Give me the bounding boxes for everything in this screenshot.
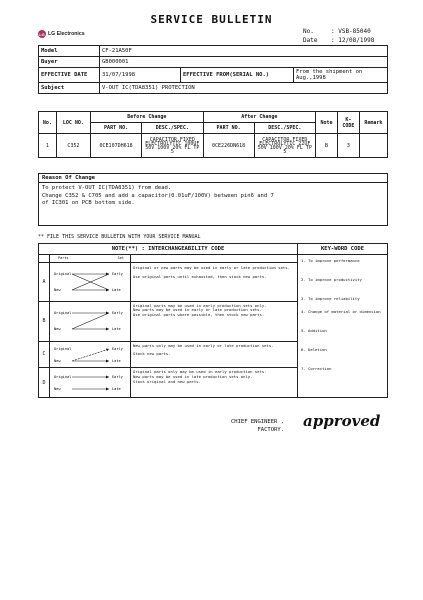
row-loc: C352 (56, 134, 90, 158)
approved-signature: approved (303, 412, 381, 430)
svg-text:Early: Early (112, 346, 123, 351)
diagram-d (50, 368, 131, 398)
col-after: After Change (203, 112, 316, 123)
keyword-item: 1. To improve performance (301, 258, 360, 263)
parts-set-header (50, 255, 131, 263)
row-before-desc: CAPACITOR,FIXED ELECTROLYTIC 100UF 50V 100V 20% FL TP 5 (142, 134, 203, 158)
subject-value: V-OUT IC(TDA8351) PROTECTION (100, 83, 388, 94)
svg-text:New: New (54, 288, 61, 292)
info-table (38, 45, 388, 94)
diagram-c (50, 341, 131, 368)
code-d: D (39, 368, 50, 398)
interchange-diagram-c-icon (52, 342, 128, 366)
col-before-part: PART NO. (91, 123, 142, 134)
desc-line: Stock new parts. (133, 351, 171, 357)
svg-text:New: New (54, 327, 61, 332)
desc-line: New parts may be used in early or late production sets. (133, 307, 262, 313)
row-kcode: 3 (337, 134, 359, 158)
interchange-diagram-d-icon (52, 369, 128, 395)
col-after-part: PART NO. (203, 123, 254, 134)
keyword-item: 5. Addition (301, 328, 327, 333)
col-no: No. (39, 112, 57, 134)
keyword-list (298, 255, 388, 398)
parts-label: Parts (58, 256, 69, 261)
code-b: B (39, 301, 50, 341)
svg-text:Late: Late (112, 358, 121, 363)
reason-line: Change C352 & C705 and add a capacitor(0.01uF/100V) between pin6 and 7 (42, 192, 274, 199)
keyword-item: 7. Correction (301, 366, 332, 371)
svg-text:Original: Original (54, 346, 72, 351)
effective-from-label: EFFECTIVE FROM(SERIAL NO.) (181, 68, 294, 83)
row-after-part: 0CE226DN618 (203, 134, 254, 158)
change-table (38, 111, 388, 158)
keyword-heading: KEY-WORD CODE (298, 244, 388, 255)
svg-text:Late: Late (112, 327, 121, 332)
chief-engineer-label: CHIEF ENGINEER , (231, 419, 284, 425)
reason-body (39, 183, 387, 225)
desc-a (131, 263, 298, 302)
col-kcode: K-CODE (337, 112, 359, 134)
desc-b (131, 301, 298, 341)
bulletin-number-date (303, 27, 374, 45)
svg-text:Original: Original (54, 375, 72, 380)
svg-text:Late: Late (112, 288, 121, 292)
signature-labels (231, 418, 284, 434)
desc-d (131, 368, 298, 398)
desc-line: Original or new parts may be used in early or late production sets. (133, 265, 290, 270)
svg-text:Early: Early (112, 375, 123, 380)
col-after-desc: DESC./SPEC. (254, 123, 315, 134)
row-remark (359, 134, 387, 158)
interchange-diagram-b-icon (52, 302, 128, 338)
effective-date-label: EFFECTIVE DATE (39, 68, 100, 83)
col-loc: LOC NO. (56, 112, 90, 134)
keyword-item: 4. Change of material or dimension (301, 309, 381, 314)
desc-line: New parts only may be used in early or late production sets. (133, 342, 274, 348)
no-label: No. (303, 28, 314, 35)
date-label: Date (303, 37, 318, 44)
brand-name: LG Electronics (48, 31, 85, 37)
keyword-item: 2. To improve productivity (301, 277, 362, 282)
desc-line: Use original parts until exhausted, then stock new parts. (133, 273, 267, 279)
effective-from-value: From the shipment on Aug.,1998 (294, 68, 388, 83)
row-after-desc: CAPACITOR,FIXED ELECTROLYTIC 22UF 50V 100V 20% FL TP 5 (254, 134, 315, 158)
desc-line: Original parts only may be used in early production sets. (133, 369, 267, 375)
svg-text:Early: Early (112, 272, 123, 276)
col-before: Before Change (91, 112, 204, 123)
reason-heading: Reason Of Change (39, 174, 387, 183)
diagram-a (50, 263, 131, 302)
model-label: Model (39, 46, 100, 57)
code-a: A (39, 263, 50, 302)
note-heading: NOTE(**) : INTERCHANGEABILITY CODE (39, 244, 298, 255)
reason-line: of IC301 on PCB bottom side. (42, 200, 135, 206)
interchangeability-table (38, 243, 388, 398)
svg-text:Early: Early (112, 311, 123, 316)
buyer-value: GB000001 (100, 57, 388, 68)
lg-logo-icon: LG (39, 31, 45, 37)
col-before-desc: DESC./SPEC. (142, 123, 203, 134)
col-note: Note (316, 112, 338, 134)
desc-line: New parts may be used in late production sets only. (133, 374, 253, 380)
row-note: B (316, 134, 338, 158)
desc-line: Original parts may be used in early production sets only. (133, 302, 267, 308)
svg-text:New: New (54, 358, 61, 363)
table-row (39, 134, 388, 158)
subject-label: Subject (39, 83, 100, 94)
svg-text:Late: Late (112, 387, 121, 392)
set-label: Set (117, 256, 124, 261)
col-remark: Remark (359, 112, 387, 134)
desc-line: Use original parts where possible, then stock new parts. (133, 312, 265, 318)
bulletin-title: SERVICE BULLETIN (150, 13, 273, 26)
no-value: : VSB-85040 (331, 28, 371, 35)
svg-text:New: New (54, 387, 61, 392)
file-note: ** FILE THIS SERVICE BULLETIN WITH YOUR SERVICE MANUAL (38, 234, 201, 240)
desc-line: Stock original and new parts. (133, 378, 201, 384)
reason-box (38, 173, 388, 226)
row-before-part: 0CE107DH618 (91, 134, 142, 158)
row-no: 1 (39, 134, 57, 158)
effective-date-value: 31/07/1998 (100, 68, 181, 83)
model-value: CF-21A50F (100, 46, 388, 57)
keyword-item: 3. To improve reliability (301, 296, 360, 301)
keyword-item: 6. Deletion (301, 347, 327, 352)
interchange-diagram-a-icon (52, 263, 128, 299)
code-c: C (39, 341, 50, 368)
buyer-label: Buyer (39, 57, 100, 68)
desc-c (131, 341, 298, 368)
diagram-b (50, 301, 131, 341)
factory-label: FACTORY. (257, 427, 284, 433)
svg-text:Original: Original (54, 311, 72, 316)
reason-line: To protect V-OUT IC(TDA8351) from dead. (42, 185, 172, 191)
brand-logo (38, 30, 85, 38)
date-value: : 12/08/1998 (331, 37, 375, 44)
svg-text:Original: Original (54, 272, 72, 276)
